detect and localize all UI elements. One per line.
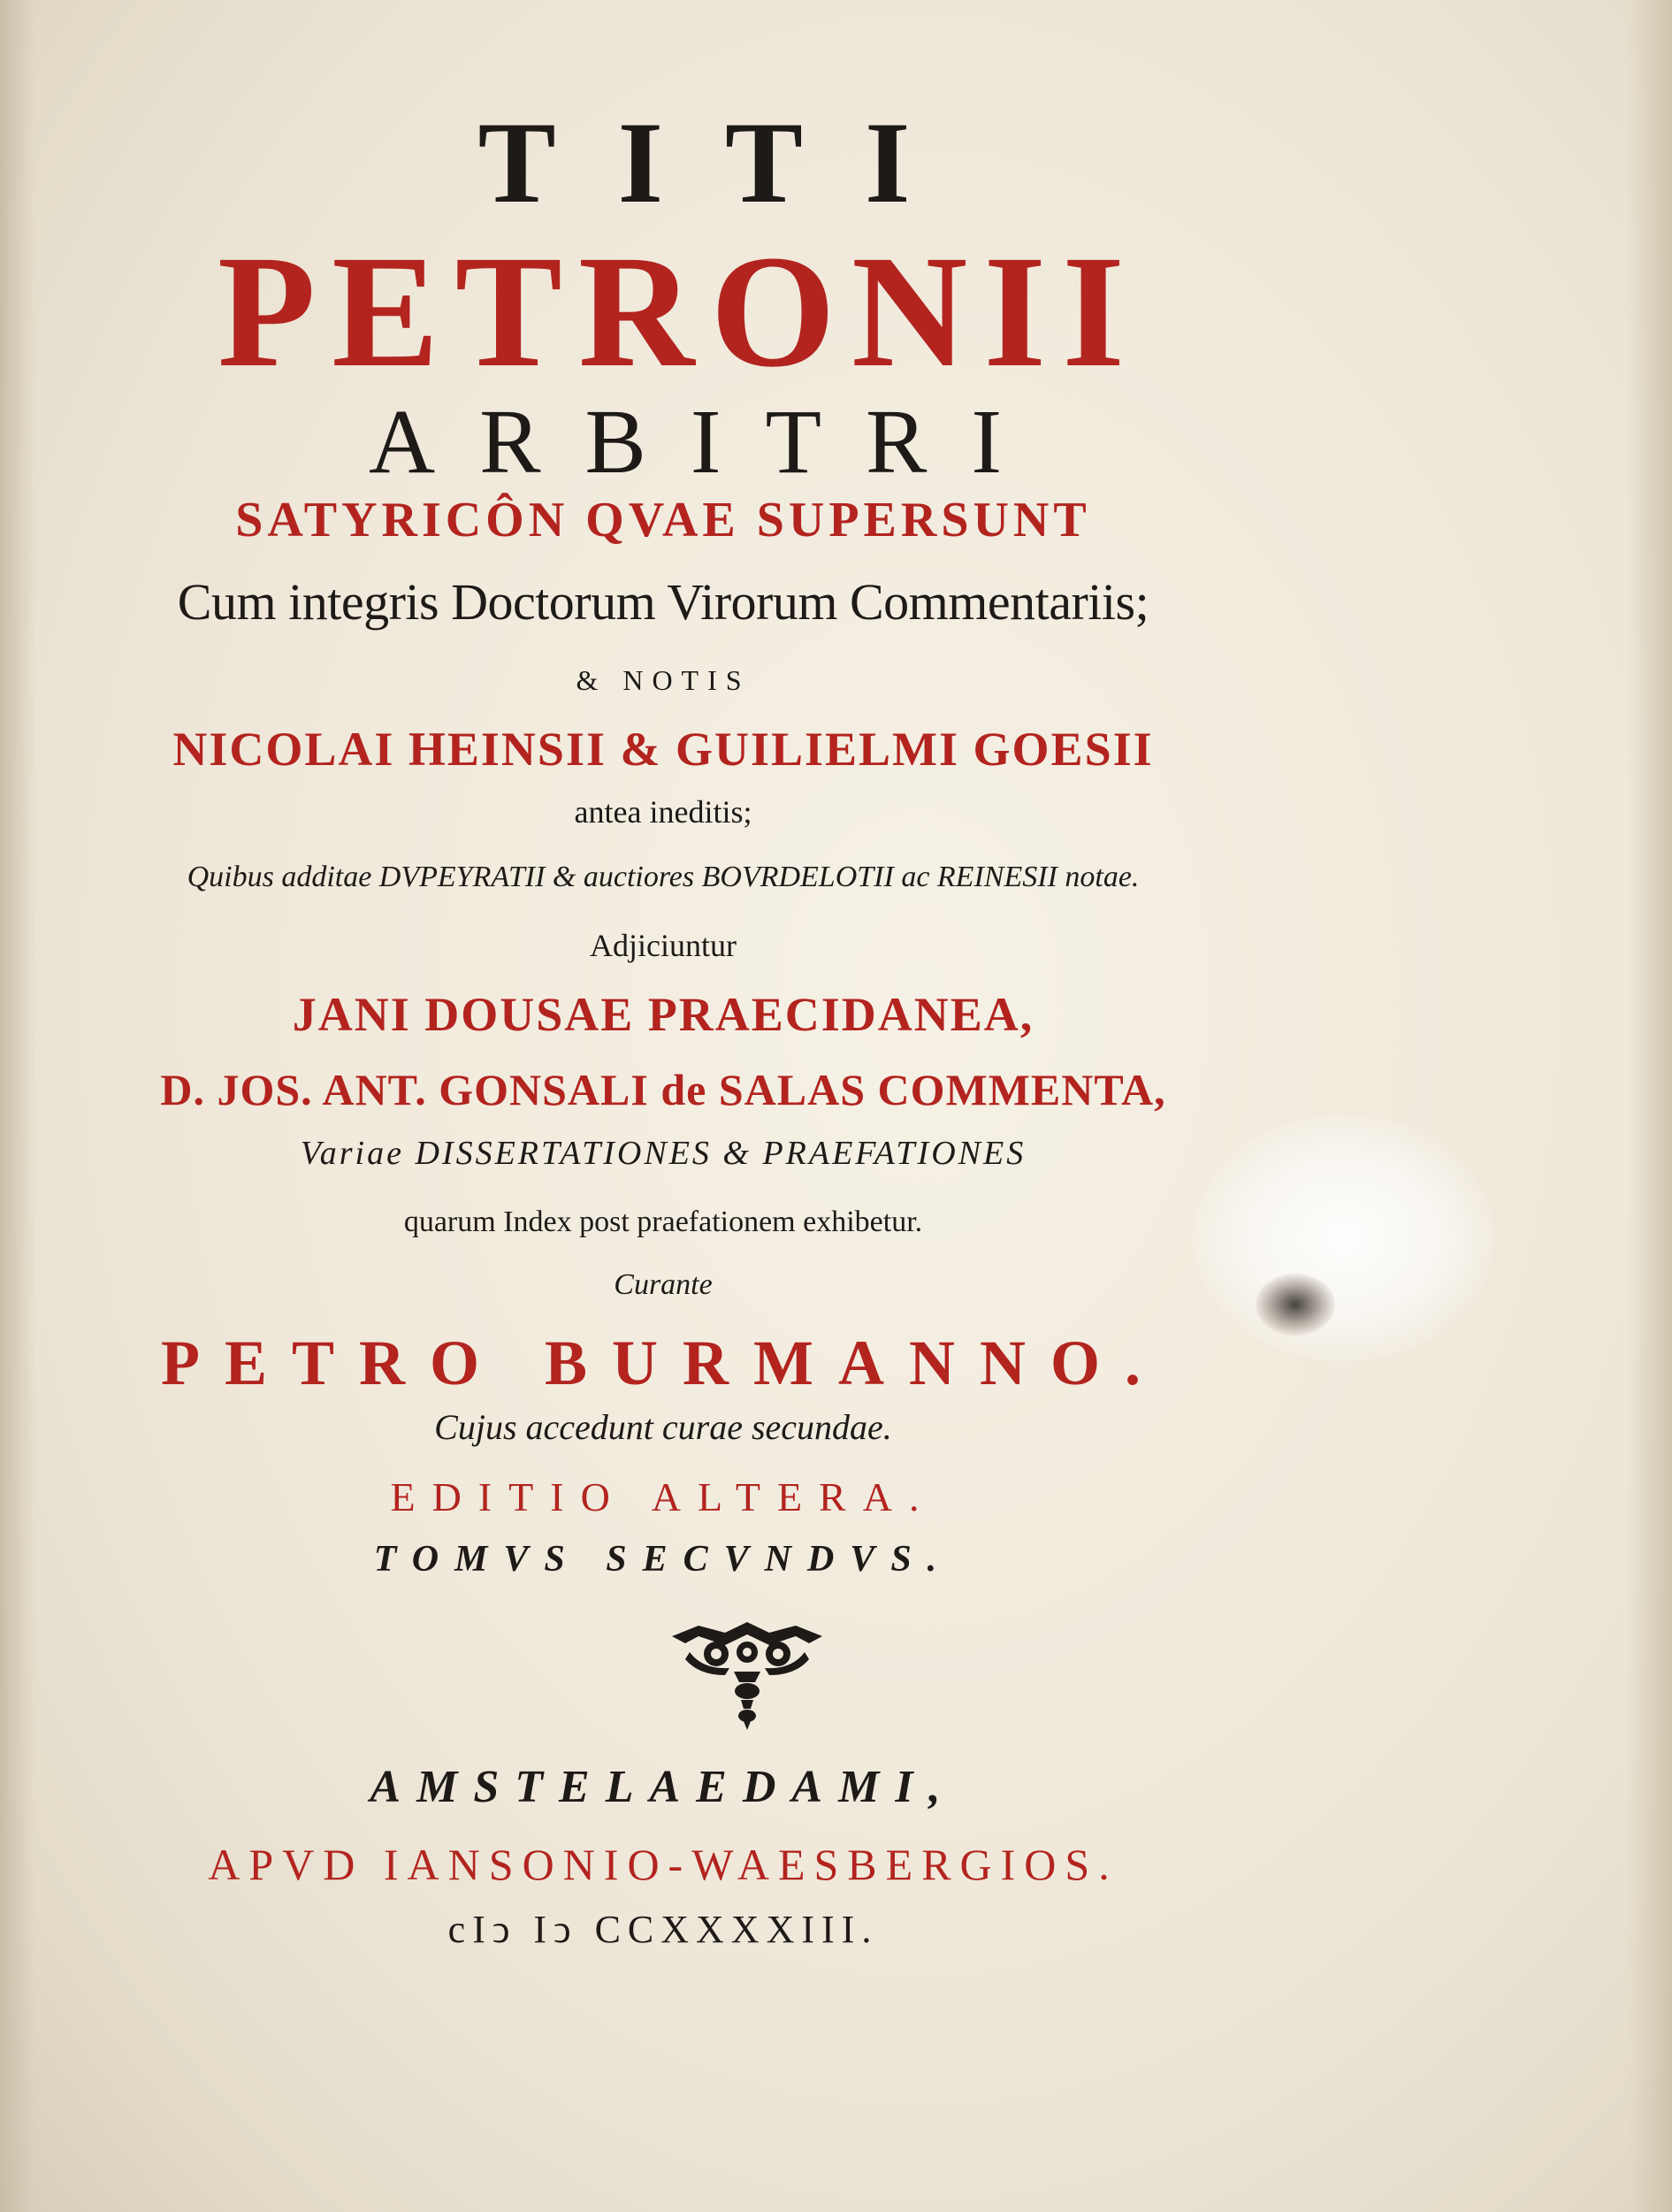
imprint-date: cIↄ Iↄ CCXXXXIII. <box>447 1908 879 1951</box>
page-blemish <box>1194 1114 1494 1362</box>
notis-line: & NOTIS <box>576 664 751 696</box>
author-cognomen: ARBITRI <box>369 391 1046 493</box>
author-praenomen: TITI <box>477 97 973 227</box>
index-line: quarum Index post praefationem exhibetur. <box>403 1206 923 1238</box>
commentators-line: NICOLAI HEINSII & GUILIELMI GOESII <box>172 723 1154 776</box>
edition-line: EDITIO ALTERA. <box>390 1474 936 1519</box>
dousa-line: JANI DOUSAE PRAECIDANEA, <box>292 988 1035 1041</box>
adjiciuntur-line: Adjiciuntur <box>590 928 737 963</box>
curae-line: Cujus accedunt curae secundae. <box>434 1407 892 1447</box>
editor-name: PETRO BURMANNO. <box>161 1328 1165 1398</box>
commentary-line: Cum integris Doctorum Virorum Commentariis; <box>177 573 1149 631</box>
work-title: SATYRICÔN QVAE SUPERSUNT <box>235 493 1091 547</box>
imprint-publisher: APVD IANSONIO-WAESBERGIOS. <box>208 1840 1118 1889</box>
quibus-line: Quibus additae DVPEYRATII & auctiores BOVRDELOTII ac REINESII notae. <box>187 861 1140 893</box>
page-stain <box>1256 1274 1335 1336</box>
antea-line: antea ineditis; <box>574 794 752 830</box>
volume-line: TOMVS SECVNDVS. <box>373 1539 953 1580</box>
imprint-place: AMSTELAEDAMI, <box>370 1762 957 1812</box>
dissertationes-line: Variae DISSERTATIONES & PRAEFATIONES <box>300 1135 1027 1172</box>
page-edge-shadow-right <box>1628 0 1672 2212</box>
gonsali-line: D. JOS. ANT. GONSALI de SALAS COMMENTA, <box>160 1065 1166 1114</box>
curante-line: Curante <box>614 1268 713 1301</box>
author-nomen: PETRONII <box>217 223 1141 401</box>
fleuron-icon <box>663 1617 831 1732</box>
